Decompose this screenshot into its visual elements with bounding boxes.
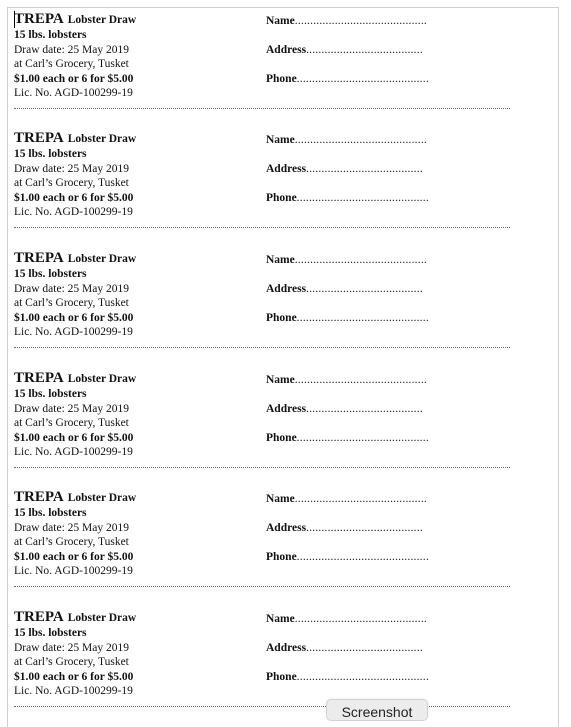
location-text: at Carl’s Grocery, Tusket xyxy=(14,417,129,429)
phone-dots: ........................................... xyxy=(296,671,429,683)
address-label: Address xyxy=(266,403,307,415)
name-dots: ........................................... xyxy=(294,134,427,146)
ticket-title xyxy=(14,370,254,387)
brand-name: TREPA xyxy=(14,11,64,27)
name-label: Name xyxy=(266,493,295,505)
license-text: Lic. No. AGD-100299-19 xyxy=(14,685,133,697)
ticket-details xyxy=(14,11,254,101)
address-label: Address xyxy=(266,283,307,295)
draw-name: Lobster Draw xyxy=(67,253,137,265)
name-dots: ........................................... xyxy=(294,15,427,27)
ticket-title xyxy=(14,130,254,147)
ticket xyxy=(14,11,514,111)
phone-field[interactable] xyxy=(266,192,429,204)
address-field[interactable] xyxy=(266,642,423,654)
cut-line xyxy=(14,467,510,468)
draw-date-text: Draw date: 25 May 2019 xyxy=(14,162,129,175)
draw-name: Lobster Draw xyxy=(67,14,137,26)
license-text: Lic. No. AGD-100299-19 xyxy=(14,206,133,218)
location-text: at Carl’s Grocery, Tusket xyxy=(14,58,129,70)
phone-dots: ........................................... xyxy=(296,432,429,444)
phone-dots: ........................................... xyxy=(296,73,429,85)
ticket xyxy=(14,489,514,589)
name-label: Name xyxy=(266,613,295,625)
name-field[interactable] xyxy=(266,134,427,146)
ticket-details xyxy=(14,250,254,340)
prize-text: 15 lbs. lobsters xyxy=(14,29,87,41)
address-field[interactable] xyxy=(266,44,423,56)
address-dots: ...................................... xyxy=(306,163,423,175)
ticket xyxy=(14,609,514,709)
phone-label: Phone xyxy=(266,312,297,324)
draw-date-text: Draw date: 25 May 2019 xyxy=(14,43,129,56)
address-label: Address xyxy=(266,642,307,654)
phone-field[interactable] xyxy=(266,432,429,444)
price-text: $1.00 each or 6 for $5.00 xyxy=(14,72,134,85)
ticket xyxy=(14,370,514,470)
document-page[interactable] xyxy=(7,7,559,727)
address-label: Address xyxy=(266,44,307,56)
draw-name: Lobster Draw xyxy=(67,133,137,145)
draw-date-text: Draw date: 25 May 2019 xyxy=(14,282,129,295)
ticket-title xyxy=(14,250,254,267)
ticket-details xyxy=(14,609,254,699)
cut-line xyxy=(14,586,510,587)
phone-dots: ........................................... xyxy=(296,312,429,324)
name-field[interactable] xyxy=(266,15,427,27)
name-label: Name xyxy=(266,15,295,27)
address-dots: ...................................... xyxy=(306,283,423,295)
address-dots: ...................................... xyxy=(306,403,423,415)
phone-field[interactable] xyxy=(266,73,429,85)
phone-field[interactable] xyxy=(266,551,429,563)
brand-name: TREPA xyxy=(14,130,64,146)
prize-text: 15 lbs. lobsters xyxy=(14,627,87,639)
ticket-details xyxy=(14,370,254,460)
prize-text: 15 lbs. lobsters xyxy=(14,148,87,160)
name-field[interactable] xyxy=(266,613,427,625)
cut-line xyxy=(14,347,510,348)
price-text: $1.00 each or 6 for $5.00 xyxy=(14,431,134,444)
license-text: Lic. No. AGD-100299-19 xyxy=(14,446,133,458)
name-dots: ........................................... xyxy=(294,254,427,266)
license-text: Lic. No. AGD-100299-19 xyxy=(14,87,133,99)
phone-label: Phone xyxy=(266,192,297,204)
address-dots: ...................................... xyxy=(306,642,423,654)
price-text: $1.00 each or 6 for $5.00 xyxy=(14,550,134,563)
brand-name: TREPA xyxy=(14,609,64,625)
address-field[interactable] xyxy=(266,163,423,175)
draw-date-text: Draw date: 25 May 2019 xyxy=(14,641,129,654)
location-text: at Carl’s Grocery, Tusket xyxy=(14,656,129,668)
ticket-title xyxy=(14,609,254,626)
draw-name: Lobster Draw xyxy=(67,612,137,624)
screenshot-tooltip: Screenshot xyxy=(326,699,428,721)
brand-name: TREPA xyxy=(14,489,64,505)
draw-name: Lobster Draw xyxy=(67,373,137,385)
address-dots: ...................................... xyxy=(306,522,423,534)
cut-line xyxy=(14,108,510,109)
location-text: at Carl’s Grocery, Tusket xyxy=(14,177,129,189)
cut-line xyxy=(14,227,510,228)
draw-date-text: Draw date: 25 May 2019 xyxy=(14,521,129,534)
cut-line xyxy=(14,706,510,707)
name-field[interactable] xyxy=(266,254,427,266)
phone-label: Phone xyxy=(266,432,297,444)
phone-field[interactable] xyxy=(266,671,429,683)
license-text: Lic. No. AGD-100299-19 xyxy=(14,565,133,577)
name-dots: ........................................... xyxy=(294,613,427,625)
location-text: at Carl’s Grocery, Tusket xyxy=(14,536,129,548)
name-dots: ........................................... xyxy=(294,493,427,505)
phone-label: Phone xyxy=(266,551,297,563)
ticket-details xyxy=(14,489,254,579)
prize-text: 15 lbs. lobsters xyxy=(14,388,87,400)
price-text: $1.00 each or 6 for $5.00 xyxy=(14,191,134,204)
price-text: $1.00 each or 6 for $5.00 xyxy=(14,311,134,324)
ticket xyxy=(14,250,514,350)
address-field[interactable] xyxy=(266,283,423,295)
name-label: Name xyxy=(266,254,295,266)
name-dots: ........................................... xyxy=(294,374,427,386)
phone-dots: ........................................... xyxy=(296,192,429,204)
address-label: Address xyxy=(266,522,307,534)
name-field[interactable] xyxy=(266,493,427,505)
prize-text: 15 lbs. lobsters xyxy=(14,507,87,519)
phone-dots: ........................................... xyxy=(296,551,429,563)
address-field[interactable] xyxy=(266,403,423,415)
draw-name: Lobster Draw xyxy=(67,492,137,504)
draw-date-text: Draw date: 25 May 2019 xyxy=(14,402,129,415)
phone-label: Phone xyxy=(266,73,297,85)
address-dots: ...................................... xyxy=(306,44,423,56)
name-label: Name xyxy=(266,134,295,146)
ticket-title xyxy=(14,11,254,28)
name-field[interactable] xyxy=(266,374,427,386)
prize-text: 15 lbs. lobsters xyxy=(14,268,87,280)
price-text: $1.00 each or 6 for $5.00 xyxy=(14,670,134,683)
brand-name: TREPA xyxy=(14,370,64,386)
location-text: at Carl’s Grocery, Tusket xyxy=(14,297,129,309)
license-text: Lic. No. AGD-100299-19 xyxy=(14,326,133,338)
ticket-details xyxy=(14,130,254,220)
phone-label: Phone xyxy=(266,671,297,683)
phone-field[interactable] xyxy=(266,312,429,324)
ticket-title xyxy=(14,489,254,506)
address-label: Address xyxy=(266,163,307,175)
name-label: Name xyxy=(266,374,295,386)
ticket xyxy=(14,130,514,230)
brand-name: TREPA xyxy=(14,250,64,266)
address-field[interactable] xyxy=(266,522,423,534)
